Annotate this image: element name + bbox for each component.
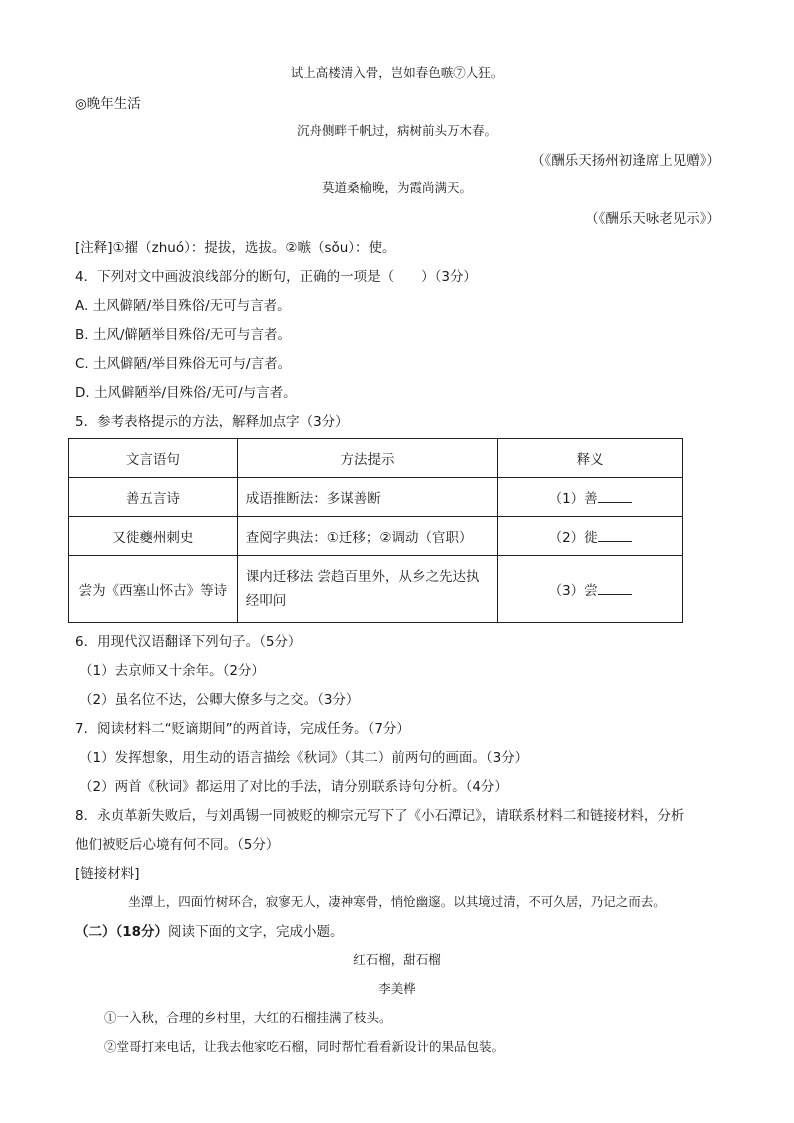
question-8-stem: 8．永贞革新失败后，与刘禹锡一同被贬的柳宗元写下了《小石潭记》，请联系材料二和链接材料，分析: [75, 808, 685, 824]
question-6-item: （1）去京师又十余年。（2分）: [79, 663, 265, 679]
question-7-stem: 7．阅读材料二“贬谪期间”的两首诗，完成任务。（7分）: [75, 721, 410, 737]
option-b: B. 土风/僻陋举目殊俗/无可与言者。: [75, 327, 291, 343]
link-material-label: [链接材料]: [75, 866, 140, 882]
table-cell-meaning: [498, 517, 683, 556]
article-title: 红石榴，甜石榴: [353, 952, 441, 967]
article-paragraph: ①一入秋，合理的乡村里，大红的石榴挂满了枝头。: [104, 1010, 392, 1025]
method-table: [68, 438, 683, 623]
question-8-stem-continued: 他们被贬后心境有何不同。（5分）: [75, 837, 280, 853]
table-cell-meaning: [498, 556, 683, 623]
part-2-label: （二）（18分）: [75, 924, 169, 940]
table-cell-sentence: 善五言诗: [69, 478, 238, 517]
answer-blank[interactable]: [598, 529, 632, 542]
table-row: [69, 556, 683, 623]
article-author: 李美桦: [378, 981, 416, 996]
table-header: 方法提示: [237, 439, 498, 478]
table-header: 释义: [498, 439, 683, 478]
table-cell-meaning: [498, 478, 683, 517]
table-header: 文言语句: [69, 439, 238, 478]
table-cell-sentence: 尝为《西塞山怀古》等诗: [69, 556, 238, 623]
poem-line: 沉舟侧畔千帆过，病树前头万木春。: [296, 123, 497, 138]
question-5-stem: 5．参考表格提示的方法，解释加点字（3分）: [75, 414, 349, 430]
question-7-item: （2）两首《秋词》都运用了对比的手法，请分别联系诗句分析。（4分）: [79, 779, 508, 795]
table-header-row: [69, 439, 683, 478]
question-6-stem: 6．用现代汉语翻译下列句子。（5分）: [75, 634, 302, 650]
link-material-text: 坐潭上，四面竹树环合，寂寥无人，凄神寒骨，悄怆幽邃。以其境过清，不可久居，乃记之而去。: [128, 894, 666, 909]
poem-source: （《酬乐天咏老见示》）: [585, 211, 720, 227]
table-cell-sentence: 又徙夔州刺史: [69, 517, 238, 556]
question-7-item: （1）发挥想象，用生动的语言描绘《秋词》（其二）前两句的画面。（3分）: [79, 750, 529, 766]
table-row: [69, 478, 683, 517]
option-c: C. 土风僻陋/举目殊俗无可与/言者。: [75, 356, 292, 372]
article-paragraph: ②堂哥打来电话，让我去他家吃石榴，同时帮忙看看新设计的果品包装。: [104, 1039, 505, 1054]
section-heading: ◎晚年生活: [75, 96, 141, 112]
answer-blank[interactable]: [598, 490, 632, 503]
annotation-notes: [注释]①擢（zhuó）：提拔，选拔。②嗾（sǒu）：使。: [75, 240, 396, 256]
table-cell-method: 成语推断法：多谋善断: [237, 478, 498, 517]
option-d: D. 土风僻陋举/目殊俗/无可/与言者。: [75, 385, 297, 401]
table-cell-method: 课内迁移法 尝趋百里外，从乡之先达执经叩问: [237, 556, 498, 623]
answer-blank[interactable]: [598, 582, 632, 595]
meaning-label: （3）尝: [548, 583, 598, 599]
poem-line: 莫道桑榆晚，为霞尚满天。: [321, 180, 472, 195]
meaning-label: （2）徙: [548, 530, 598, 546]
poem-source: （《酬乐天扬州初逢席上见赠》）: [531, 153, 720, 169]
question-6-item: （2）虽名位不达，公卿大僚多与之交。（3分）: [79, 692, 360, 708]
meaning-label: （1）善: [548, 491, 598, 507]
option-a: A. 土风僻陋/举目殊俗/无可与言者。: [75, 298, 291, 314]
poem-line: 试上高楼清入骨，岂如春色嗾⑦人狂。: [290, 65, 504, 80]
part-2-heading: [75, 920, 344, 940]
table-row: [69, 517, 683, 556]
question-4-stem: 4．下列对文中画波浪线部分的断句，正确的一项是（ ）（3分）: [75, 269, 477, 285]
part-2-instruction: 阅读下面的文字，完成小题。: [168, 924, 344, 940]
table-cell-method: 查阅字典法：①迁移；②调动（官职）: [237, 517, 498, 556]
